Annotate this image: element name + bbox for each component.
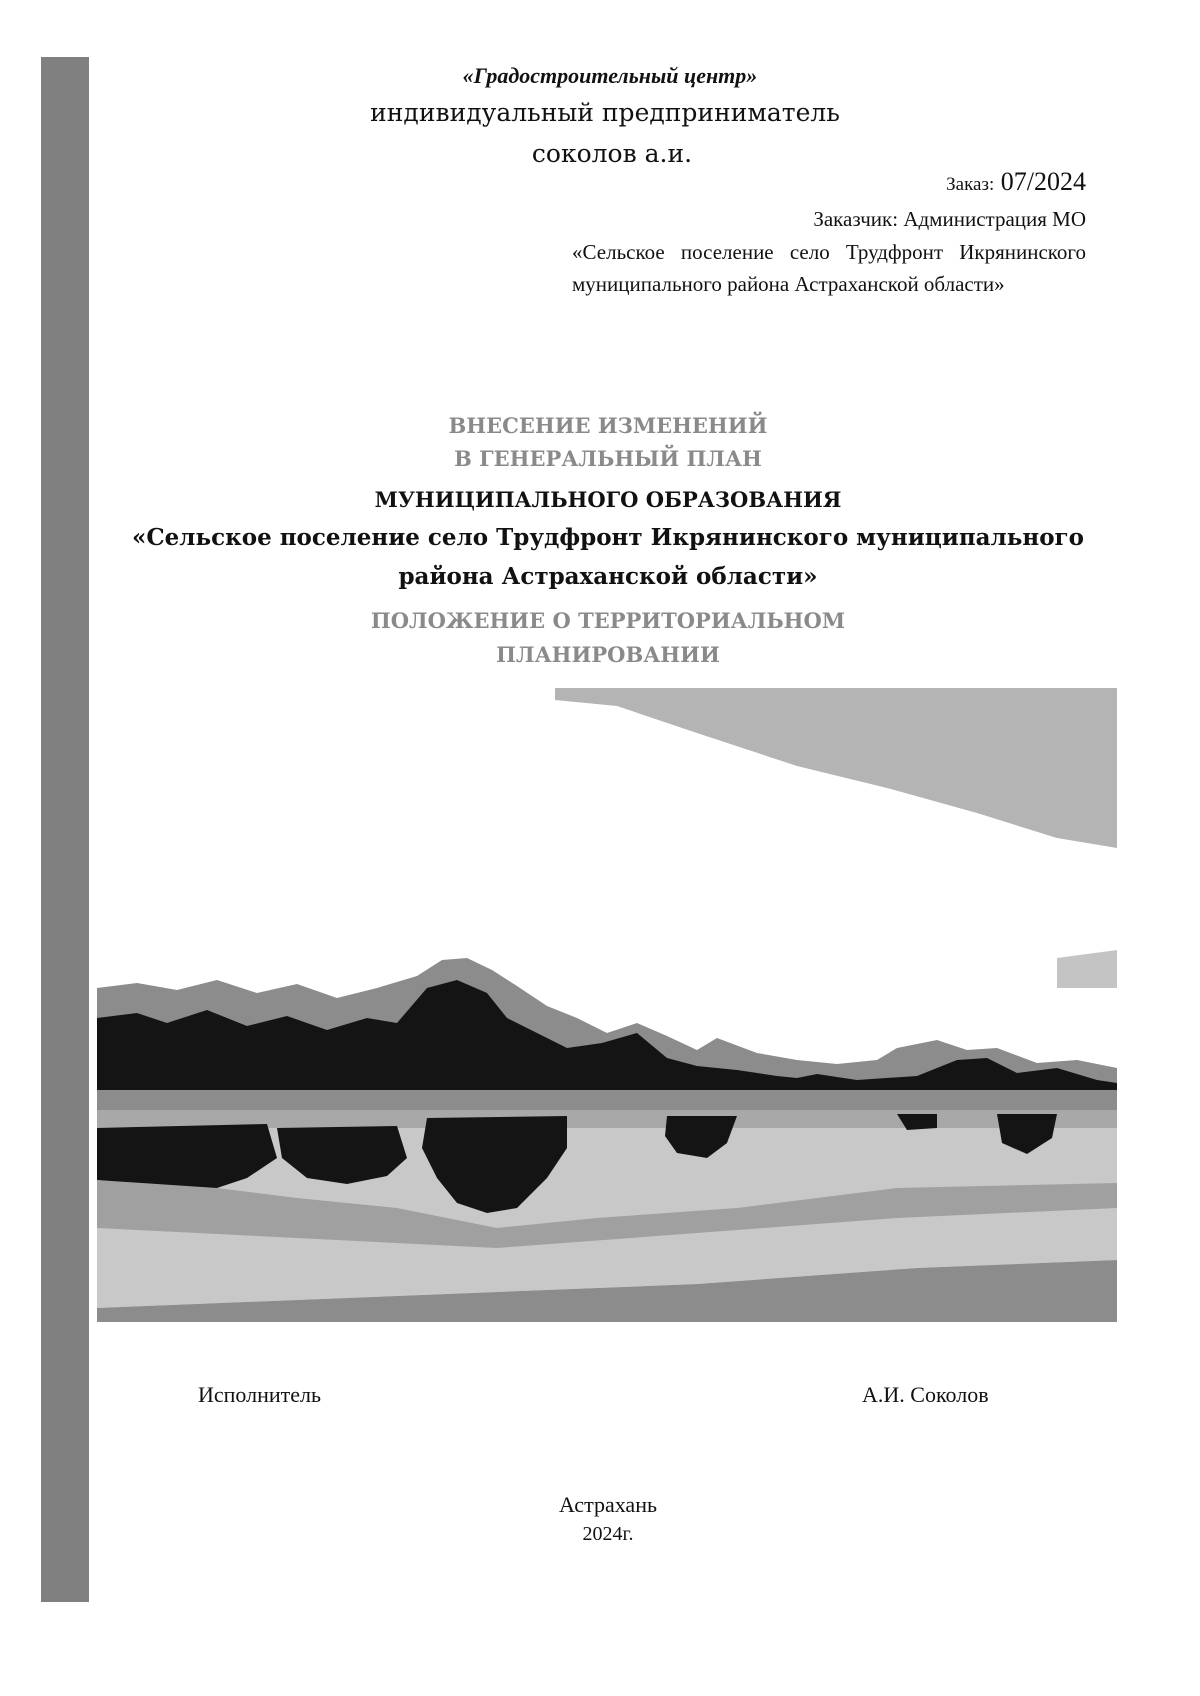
subtitle-line-1: ПОЛОЖЕНИЕ О ТЕРРИТОРИАЛЬНОМ	[370, 608, 846, 633]
order-number	[946, 167, 1086, 197]
year: 2024г.	[582, 1523, 634, 1545]
executor-label: Исполнитель	[198, 1382, 322, 1407]
side-bar-decoration	[41, 57, 89, 1602]
city: Астрахань	[558, 1492, 658, 1517]
subtitle-line-2: ПЛАНИРОВАНИИ	[496, 642, 720, 667]
order-value: 07/2024	[1000, 167, 1086, 196]
title-line-5: района Астраханской области»	[398, 563, 818, 590]
title-line-2: В ГЕНЕРАЛЬНЫЙ ПЛАН	[454, 446, 762, 471]
title-line-1: ВНЕСЕНИЕ ИЗМЕНЕНИЙ	[448, 413, 768, 438]
sky	[555, 688, 1117, 848]
landscape-photo	[97, 688, 1117, 1322]
title-line-4: «Сельское поселение село Трудфронт Икрянинского муниципального	[131, 524, 1084, 551]
water-band	[97, 1090, 1117, 1110]
organization-name: «Градостроительный центр»	[462, 63, 758, 88]
executor-name: А.И. Соколов	[862, 1382, 989, 1407]
customer-organization: «Сельское поселение село Трудфронт Икрянинского муниципального района Астраханской области»	[572, 240, 1086, 296]
sky-lower	[1057, 950, 1117, 988]
entrepreneur-line: индивидуальный предприниматель	[370, 98, 840, 127]
customer-label: Заказчик: Администрация МО	[813, 207, 1086, 231]
title-line-3: МУНИЦИПАЛЬНОГО ОБРАЗОВАНИЯ	[374, 487, 842, 512]
owner-name: соколов а.и.	[531, 139, 693, 168]
order-label: Заказ:	[946, 174, 995, 195]
